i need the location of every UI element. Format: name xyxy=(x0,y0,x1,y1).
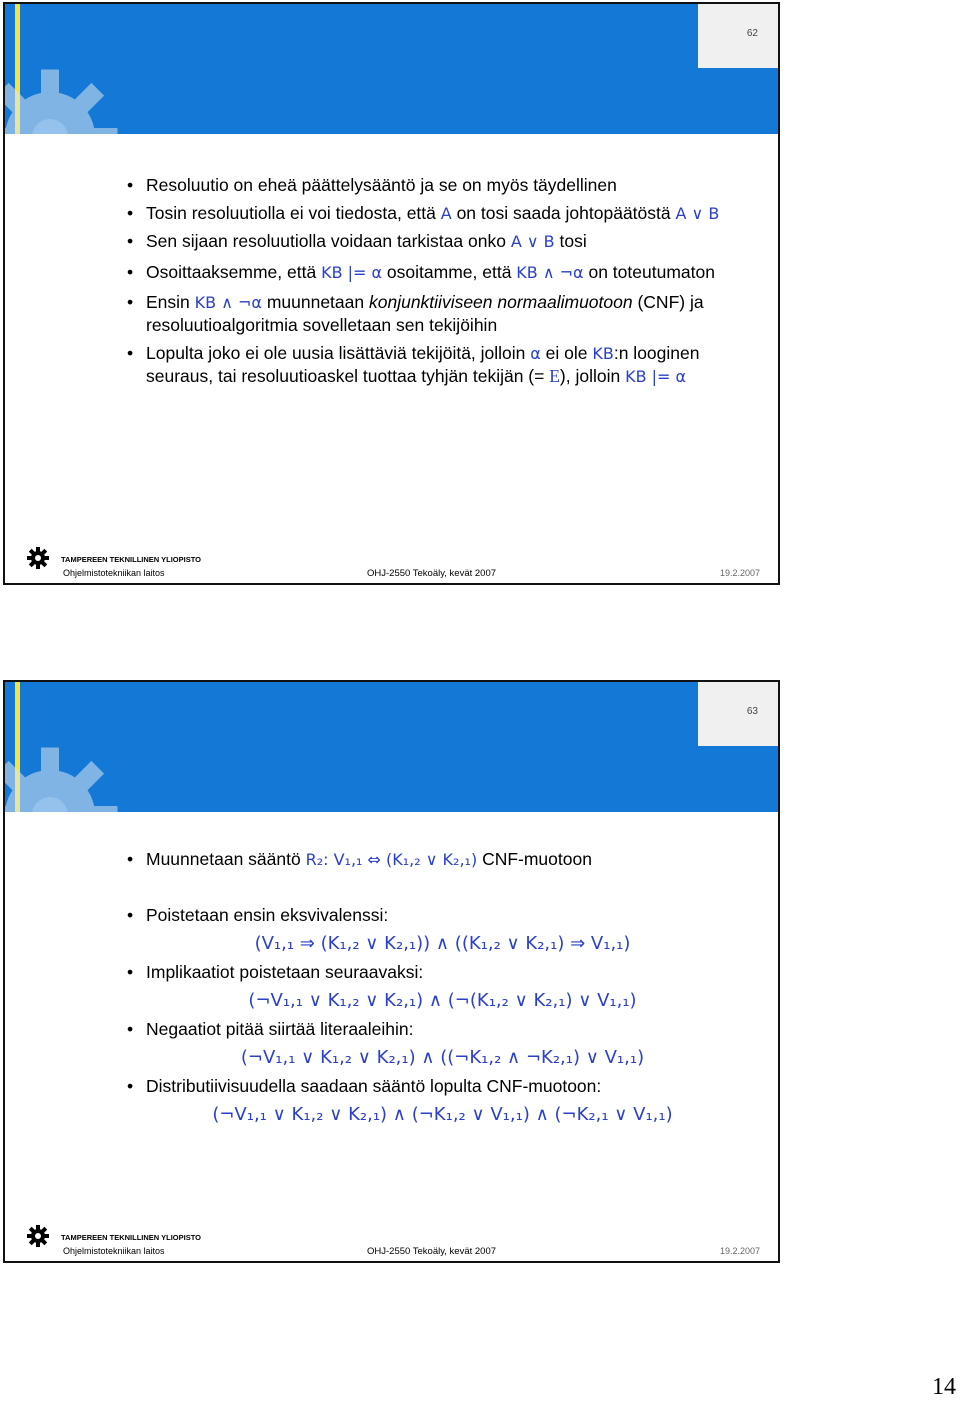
slide-body xyxy=(5,134,778,583)
course-label: OHJ-2550 Tekoäly, kevät 2007 xyxy=(367,1246,497,1257)
formula-line: (V₁,₁ ⇒ (K₁,₂ ∨ K₂,₁)) ∧ ((K₁,₂ ∨ K₂,₁) ⇒ V₁,₁) xyxy=(254,933,631,954)
gear-logo-icon xyxy=(27,1225,49,1247)
bullet-list xyxy=(127,174,758,388)
bullet-item: • Resoluutio on eheä päättelysääntö ja se on myös täydellinen xyxy=(127,174,758,197)
bullet-item: • Ensin KB ∧ ¬α muunnetaan konjunktiiviseen normaalimuotoon (CNF) ja resoluutioalgoritmia sovelletaan sen tekijöihin xyxy=(127,291,758,337)
bullet-item: • Implikaatiot poistetaan seuraavaksi: xyxy=(127,961,758,984)
bullet-item: • Lopulta joko ei ole uusia lisättäviä tekijöitä, jolloin α ei ole KB:n looginen seuraus, tai resoluutioaskel tuottaa tyhjän tekijän (= E), jolloin KB |= α xyxy=(127,342,758,388)
slide-footer xyxy=(5,1221,778,1261)
formula-line: (¬V₁,₁ ∨ K₁,₂ ∨ K₂,₁) ∧ ((¬K₁,₂ ∧ ¬K₂,₁) ∨ V₁,₁) xyxy=(240,1047,645,1068)
department-label: Ohjelmistotekniikan laitos xyxy=(63,1246,165,1256)
bullet-item: • Muunnetaan sääntö R₂: V₁,₁ ⇔ (K₁,₂ ∨ K₂,₁) CNF-muotoon xyxy=(127,848,758,871)
bullet-item: • Negaatiot pitää siirtää literaaleihin: xyxy=(127,1018,758,1041)
page-number: 14 xyxy=(932,1374,956,1400)
university-logo xyxy=(27,547,227,569)
svg-text:TAMPEREEN TEKNILLINEN YLIOPIST: TAMPEREEN TEKNILLINEN YLIOPISTO xyxy=(61,1233,202,1242)
university-logo xyxy=(27,1225,227,1247)
bullet-item: • Tosin resoluutiolla ei voi tiedosta, että A on tosi saada johtopäätöstä A ∨ B xyxy=(127,202,758,225)
slide-number: 63 xyxy=(698,682,778,746)
slide-62 xyxy=(3,2,780,585)
slide-body xyxy=(5,812,778,1261)
bullet-list xyxy=(127,848,758,1132)
gear-logo-icon xyxy=(27,547,49,569)
formula-line: (¬V₁,₁ ∨ K₁,₂ ∨ K₂,₁) ∧ (¬(K₁,₂ ∨ K₂,₁) ∨ V₁,₁) xyxy=(248,990,637,1011)
formula-line: (¬V₁,₁ ∨ K₁,₂ ∨ K₂,₁) ∧ (¬K₁,₂ ∨ V₁,₁) ∧ (¬K₂,₁ ∨ V₁,₁) xyxy=(212,1104,673,1125)
bullet-item: • Distributiivisuudella saadaan sääntö lopulta CNF-muotoon: xyxy=(127,1075,758,1098)
bullet-item: • Osoittaaksemme, että KB |= α osoitamme, että KB ∧ ¬α on toteutumaton xyxy=(127,261,758,284)
bullet-item: • Sen sijaan resoluutiolla voidaan tarkistaa onko A ∨ B tosi xyxy=(127,230,758,253)
course-label: OHJ-2550 Tekoäly, kevät 2007 xyxy=(367,568,497,579)
bullet-item: • Poistetaan ensin eksvivalenssi: xyxy=(127,904,758,927)
slide-footer xyxy=(5,543,778,583)
slide-number: 62 xyxy=(698,4,778,68)
slide-63 xyxy=(3,680,780,1263)
date-label: 19.2.2007 xyxy=(720,568,761,578)
svg-text:TAMPEREEN TEKNILLINEN YLIOPIST: TAMPEREEN TEKNILLINEN YLIOPISTO xyxy=(61,555,202,564)
department-label: Ohjelmistotekniikan laitos xyxy=(63,568,165,578)
date-label: 19.2.2007 xyxy=(720,1246,761,1256)
